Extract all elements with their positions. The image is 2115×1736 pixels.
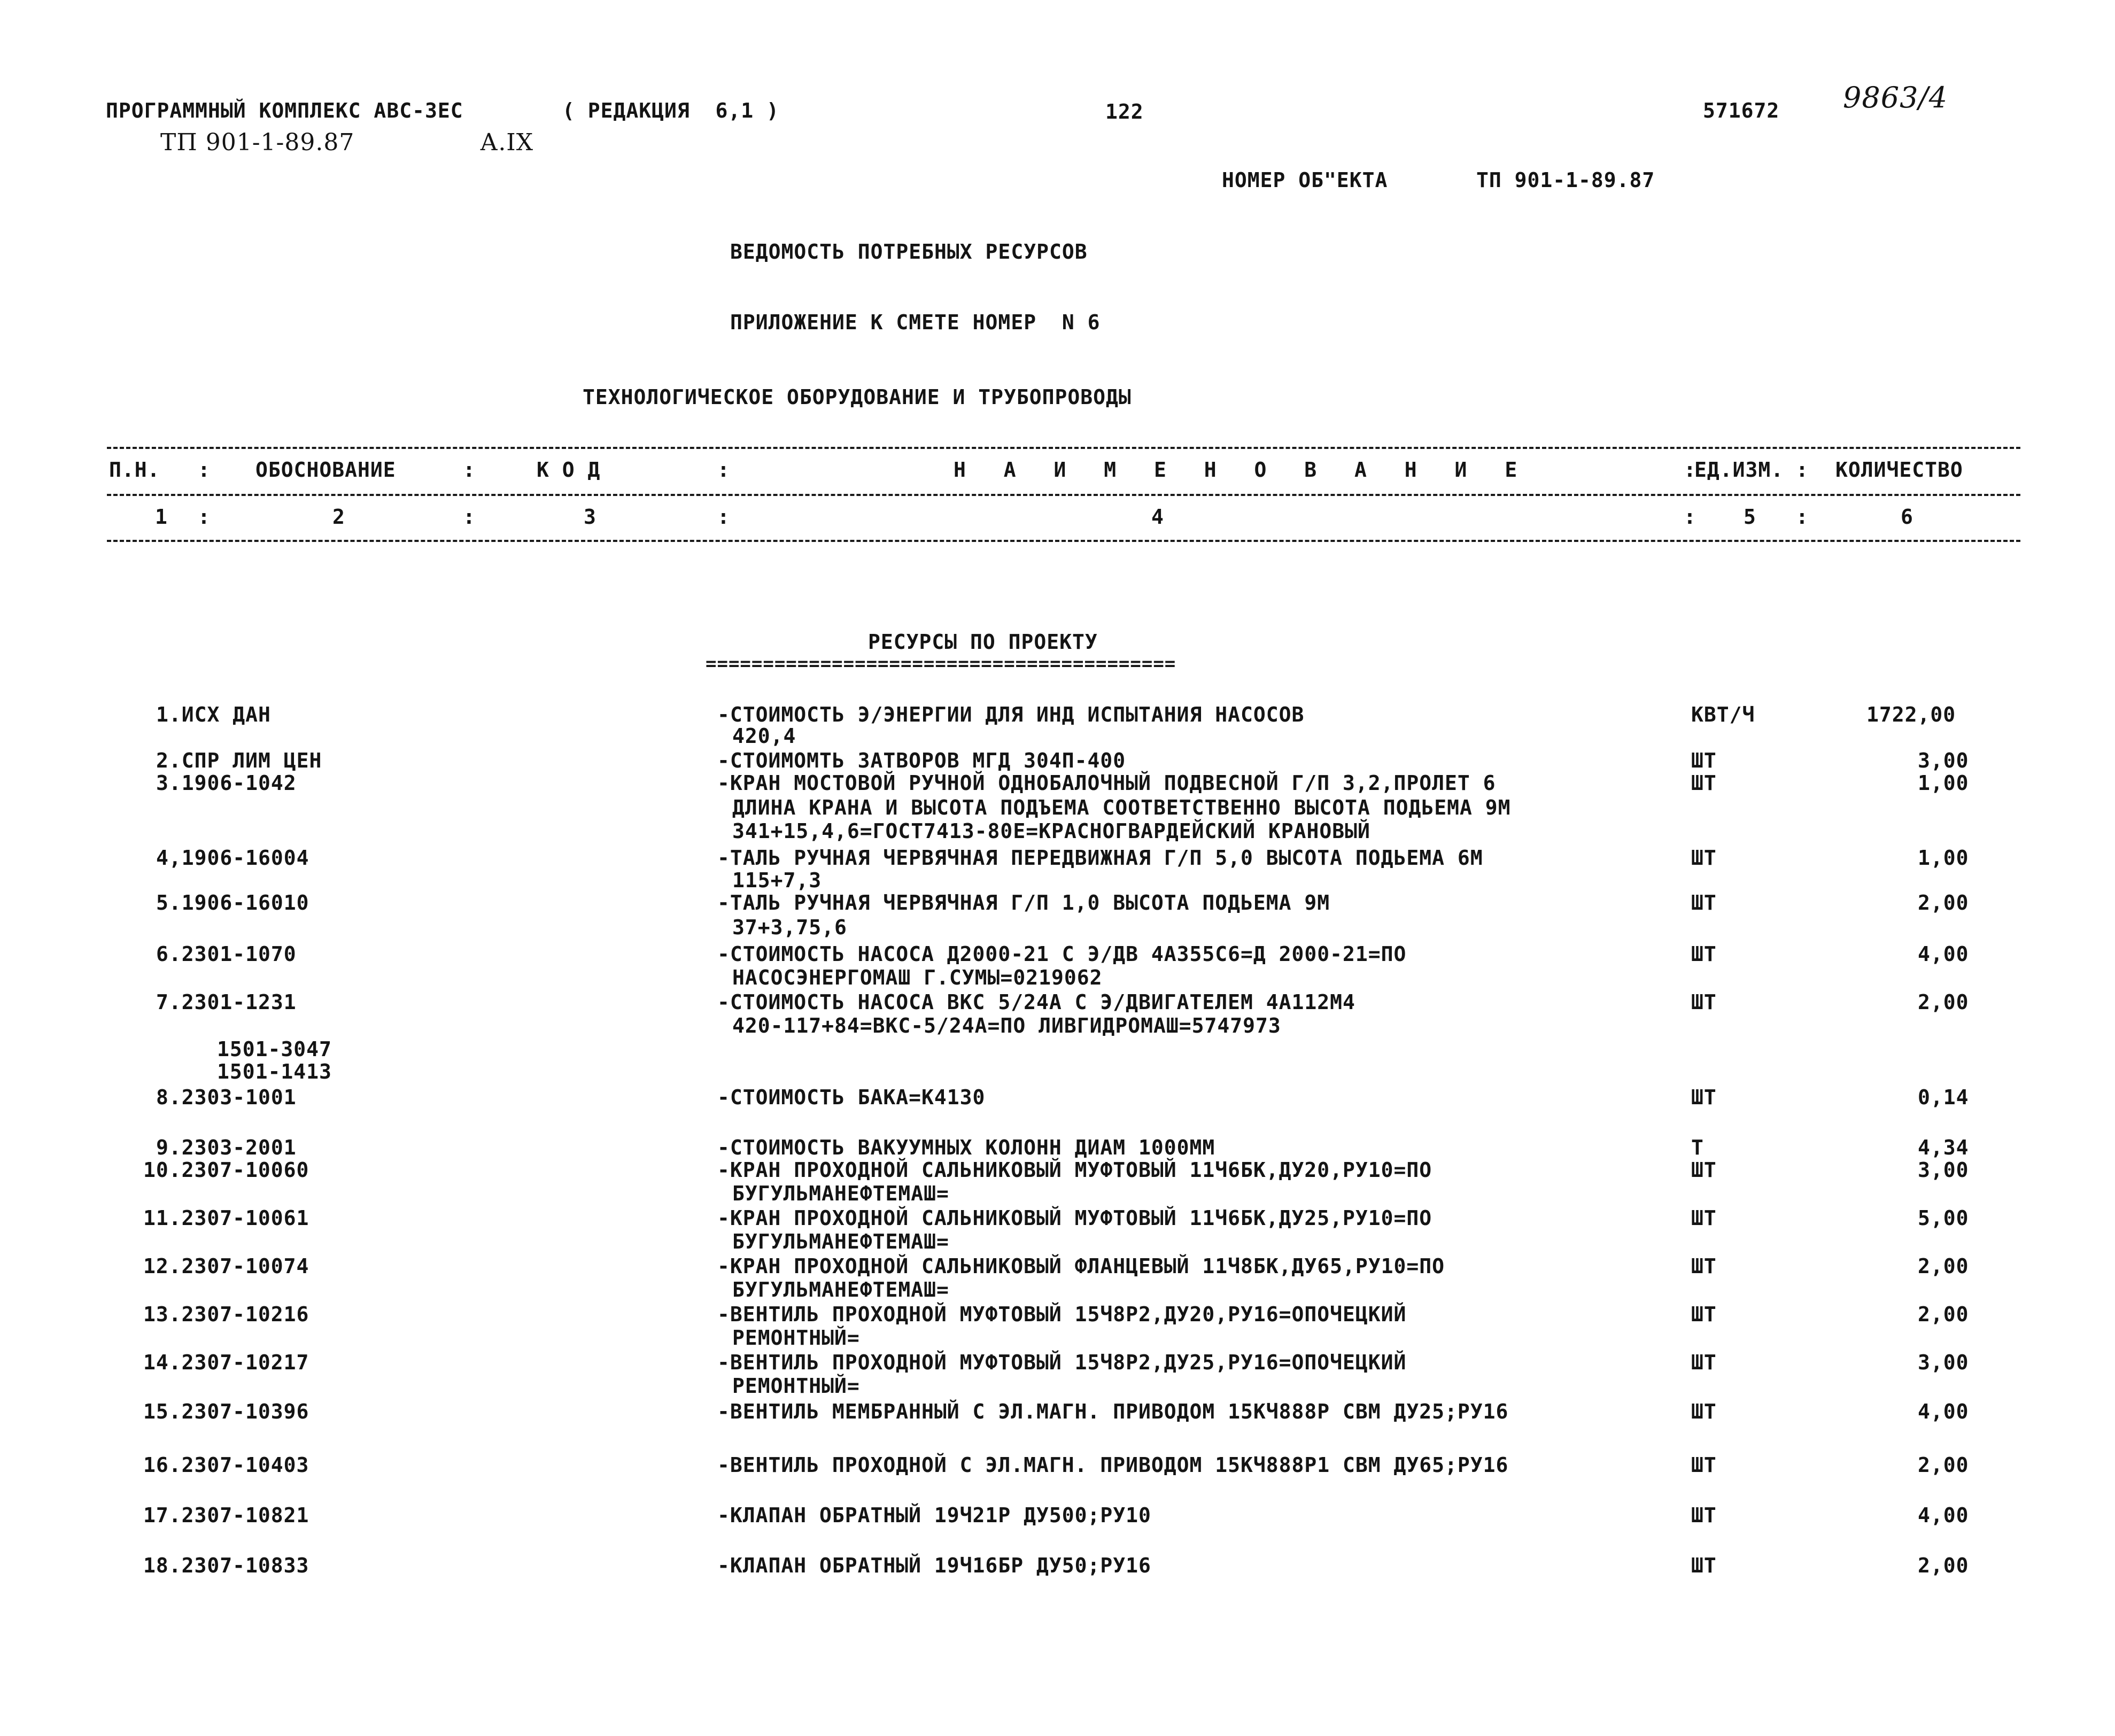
col-number-2: 2 xyxy=(332,505,345,529)
row-quantity: 2,00 xyxy=(1918,1254,1969,1278)
row-code: 1.ИСХ ДАН xyxy=(156,703,271,726)
row-unit: ШТ xyxy=(1691,1400,1717,1423)
row-unit: ШТ xyxy=(1691,1086,1717,1109)
edition-label: ( РЕДАКЦИЯ 6,1 ) xyxy=(562,99,779,122)
header-rule-middle xyxy=(107,494,2020,496)
row-quantity: 2,00 xyxy=(1918,1453,1969,1477)
row-name: -СТОИМОСТЬ БАКА=К4130 xyxy=(717,1086,986,1109)
col-number-sep: : xyxy=(463,505,476,529)
row-quantity: 4,34 xyxy=(1918,1136,1969,1159)
header-rule-top xyxy=(107,447,2020,449)
row-unit: ШТ xyxy=(1691,1453,1717,1477)
col-number-sep: : xyxy=(198,505,211,529)
col-header-sep: : xyxy=(717,458,730,482)
row-quantity: 5,00 xyxy=(1918,1206,1969,1230)
row-unit: ШТ xyxy=(1691,990,1717,1014)
row-unit: КВТ/Ч xyxy=(1691,703,1755,726)
row-unit: Т xyxy=(1691,1136,1704,1159)
row-quantity: 4,00 xyxy=(1918,942,1969,966)
row-quantity: 3,00 xyxy=(1918,1158,1969,1182)
page-number: 122 xyxy=(1105,100,1144,123)
row-unit: ШТ xyxy=(1691,749,1717,772)
row-name: -СТОИМОСТЬ НАСОСА Д2000-21 С Э/ДВ 4А355С6=Д 2000-21=ПО xyxy=(717,942,1407,966)
row-name: -СТОИМОСТЬ Э/ЭНЕРГИИ ДЛЯ ИНД ИСПЫТАНИЯ НАСОСОВ xyxy=(717,703,1305,726)
row-unit: ШТ xyxy=(1691,1254,1717,1278)
row-name: -КРАН ПРОХОДНОЙ САЛЬНИКОВЫЙ МУФТОВЫЙ 11Ч6БК,ДУ25,РУ10=ПО xyxy=(717,1206,1432,1230)
col-header-name: Н А И М Е Н О В А Н И Е xyxy=(954,458,1530,482)
col-header-pn: П.Н. xyxy=(109,458,160,482)
row-name: -ТАЛЬ РУЧНАЯ ЧЕРВЯЧНАЯ ПЕРЕДВИЖНАЯ Г/П 5,0 ВЫСОТА ПОДЬЕМА 6М xyxy=(717,846,1483,870)
program-name: ПРОГРАММНЫЙ КОМПЛЕКС АВС-ЗЕС xyxy=(106,99,463,122)
row-unit: ШТ xyxy=(1691,1303,1717,1326)
row-code: 16.2307-10403 xyxy=(143,1453,309,1477)
row-unit: ШТ xyxy=(1691,942,1717,966)
section-title: ТЕХНОЛОГИЧЕСКОЕ ОБОРУДОВАНИЕ И ТРУБОПРОВОДЫ xyxy=(583,385,1132,409)
row-name: -КРАН ПРОХОДНОЙ САЛЬНИКОВЫЙ МУФТОВЫЙ 11Ч6БК,ДУ20,РУ10=ПО xyxy=(717,1158,1432,1182)
document-title: ВЕДОМОСТЬ ПОТРЕБНЫХ РЕСУРСОВ xyxy=(730,240,1088,264)
row-unit: ШТ xyxy=(1691,1158,1717,1182)
row-quantity: 3,00 xyxy=(1918,749,1969,772)
row-code: 15.2307-10396 xyxy=(143,1400,309,1423)
row-code: 13.2307-10216 xyxy=(143,1303,309,1326)
col-number-sep: : xyxy=(1796,505,1809,529)
row-unit: ШТ xyxy=(1691,1554,1717,1577)
object-value: ТП 901-1-89.87 xyxy=(1476,168,1655,192)
album-number: А.IX xyxy=(480,129,534,156)
row-code: 8.2303-1001 xyxy=(156,1086,297,1109)
row-name: -КЛАПАН ОБРАТНЫЙ 19Ч16БР ДУ50;РУ16 xyxy=(717,1554,1151,1577)
col-number-5: 5 xyxy=(1744,505,1756,529)
row-quantity: 1722,00 xyxy=(1866,703,1956,726)
row-name: -СТОИМОСТЬ НАСОСА ВКС 5/24А С Э/ДВИГАТЕЛЕМ 4А112М4 xyxy=(717,990,1355,1014)
row-name-cont: 341+15,4,6=ГОСТ7413-80Е=КРАСНОГВАРДЕЙСКИЙ КРАНОВЫЙ xyxy=(732,819,1370,843)
col-header-sep: : xyxy=(1684,458,1696,482)
row-name-cont: 115+7,3 xyxy=(732,869,822,892)
col-number-sep: : xyxy=(717,505,730,529)
row-name-cont: РЕМОНТНЫЙ= xyxy=(732,1374,860,1398)
row-code: 6.2301-1070 xyxy=(156,942,297,966)
object-label: НОМЕР ОБ"ЕКТА xyxy=(1222,168,1388,192)
row-code: 3.1906-1042 xyxy=(156,771,297,795)
row-name: -ВЕНТИЛЬ ПРОХОДНОЙ МУФТОВЫЙ 15Ч8Р2,ДУ20,РУ16=ОПОЧЕЦКИЙ xyxy=(717,1303,1407,1326)
row-quantity: 4,00 xyxy=(1918,1400,1969,1423)
col-header-sep: : xyxy=(463,458,476,482)
row-code: 4,1906-16004 xyxy=(156,846,309,870)
row-name: -СТОИМОМТЬ ЗАТВОРОВ МГД 304П-400 xyxy=(717,749,1126,772)
row-code: 7.2301-1231 xyxy=(156,990,297,1014)
col-header-basis: ОБОСНОВАНИЕ xyxy=(255,458,396,482)
row-quantity: 3,00 xyxy=(1918,1351,1969,1374)
row-name-cont: РЕМОНТНЫЙ= xyxy=(732,1326,860,1350)
row-quantity: 0,14 xyxy=(1918,1086,1969,1109)
extra-code: 1501-1413 xyxy=(217,1060,332,1083)
project-designation: ТП 901-1-89.87 xyxy=(160,129,355,156)
row-code: 12.2307-10074 xyxy=(143,1254,309,1278)
col-number-4: 4 xyxy=(1151,505,1164,529)
row-quantity: 1,00 xyxy=(1918,846,1969,870)
archive-number: 9863/4 xyxy=(1843,81,1948,114)
row-name-cont: 420-117+84=ВКС-5/24А=ПО ЛИВГИДРОМАШ=5747973 xyxy=(732,1014,1281,1037)
header-rule-bottom xyxy=(107,540,2020,542)
extra-code: 1501-3047 xyxy=(217,1037,332,1061)
col-header-sep: : xyxy=(198,458,211,482)
row-code: 14.2307-10217 xyxy=(143,1351,309,1374)
col-number-sep: : xyxy=(1684,505,1696,529)
row-quantity: 2,00 xyxy=(1918,1554,1969,1577)
row-name: -КЛАПАН ОБРАТНЫЙ 19Ч21Р ДУ500;РУ10 xyxy=(717,1503,1151,1527)
row-name: -ТАЛЬ РУЧНАЯ ЧЕРВЯЧНАЯ Г/П 1,0 ВЫСОТА ПОДЬЕМА 9М xyxy=(717,891,1330,914)
col-header-sep: : xyxy=(1796,458,1809,482)
row-quantity: 2,00 xyxy=(1918,1303,1969,1326)
row-name-cont: НАСОСЭНЕРГОМАШ Г.СУМЫ=0219062 xyxy=(732,966,1103,989)
col-header-code: К О Д xyxy=(537,458,601,482)
row-name-cont: БУГУЛЬМАНЕФТЕМАШ= xyxy=(732,1230,949,1253)
col-header-unit: ЕД.ИЗМ. xyxy=(1694,458,1784,482)
row-name: -ВЕНТИЛЬ МЕМБРАННЫЙ С ЭЛ.МАГН. ПРИВОДОМ 15КЧ888Р СВМ ДУ25;РУ16 xyxy=(717,1400,1509,1423)
row-name-cont: 37+3,75,6 xyxy=(732,916,847,939)
row-code: 18.2307-10833 xyxy=(143,1554,309,1577)
row-unit: ШТ xyxy=(1691,1351,1717,1374)
row-name: -ВЕНТИЛЬ ПРОХОДНОЙ МУФТОВЫЙ 15Ч8Р2,ДУ25,РУ16=ОПОЧЕЦКИЙ xyxy=(717,1351,1407,1374)
row-name-cont: БУГУЛЬМАНЕФТЕМАШ= xyxy=(732,1278,949,1301)
row-quantity: 4,00 xyxy=(1918,1503,1969,1527)
row-code: 10.2307-10060 xyxy=(143,1158,309,1182)
row-quantity: 2,00 xyxy=(1918,891,1969,914)
col-number-3: 3 xyxy=(584,505,596,529)
row-unit: ШТ xyxy=(1691,891,1717,914)
row-unit: ШТ xyxy=(1691,1206,1717,1230)
row-name: -ВЕНТИЛЬ ПРОХОДНОЙ С ЭЛ.МАГН. ПРИВОДОМ 15КЧ888Р1 СВМ ДУ65;РУ16 xyxy=(717,1453,1509,1477)
row-name-cont: БУГУЛЬМАНЕФТЕМАШ= xyxy=(732,1182,949,1205)
row-unit: ШТ xyxy=(1691,1503,1717,1527)
row-code: 2.СПР ЛИМ ЦЕН xyxy=(156,749,322,772)
resources-title: РЕСУРСЫ ПО ПРОЕКТУ xyxy=(868,630,1098,654)
row-name: -СТОИМОСТЬ ВАКУУМНЫХ КОЛОНН ДИАМ 1000ММ xyxy=(717,1136,1215,1159)
code-number: 571672 xyxy=(1703,99,1780,122)
row-quantity: 1,00 xyxy=(1918,771,1969,795)
document-subtitle: ПРИЛОЖЕНИЕ К СМЕТЕ НОМЕР N 6 xyxy=(730,311,1101,334)
row-quantity: 2,00 xyxy=(1918,990,1969,1014)
row-code: 17.2307-10821 xyxy=(143,1503,309,1527)
row-unit: ШТ xyxy=(1691,846,1717,870)
col-number-1: 1 xyxy=(155,505,168,529)
row-name-cont: 420,4 xyxy=(732,724,796,748)
resources-underline: ========================================= xyxy=(706,653,1176,675)
col-number-6: 6 xyxy=(1901,505,1913,529)
row-name-cont: ДЛИНА КРАНА И ВЫСОТА ПОДЪЕМА СООТВЕТСТВЕННО ВЫСОТА ПОДЬЕМА 9М xyxy=(732,796,1511,819)
row-code: 11.2307-10061 xyxy=(143,1206,309,1230)
row-name: -КРАН ПРОХОДНОЙ САЛЬНИКОВЫЙ ФЛАНЦЕВЫЙ 11Ч8БК,ДУ65,РУ10=ПО xyxy=(717,1254,1445,1278)
row-code: 9.2303-2001 xyxy=(156,1136,297,1159)
row-name: -КРАН МОСТОВОЙ РУЧНОЙ ОДНОБАЛОЧНЫЙ ПОДВЕСНОЙ Г/П 3,2,ПРОЛЕТ 6 xyxy=(717,771,1496,795)
col-header-quantity: КОЛИЧЕСТВО xyxy=(1835,458,1963,482)
row-code: 5.1906-16010 xyxy=(156,891,309,914)
row-unit: ШТ xyxy=(1691,771,1717,795)
